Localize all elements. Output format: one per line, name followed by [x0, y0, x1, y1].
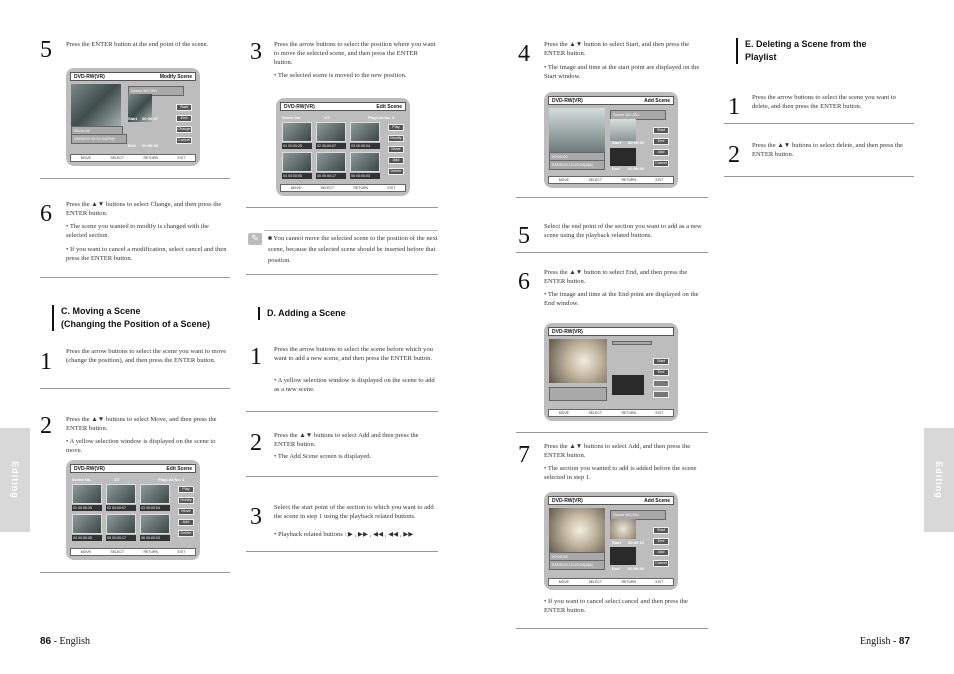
screen-title-bar: DVD-RW(VR): [548, 327, 674, 336]
cancel-button[interactable]: [653, 391, 669, 398]
edit-scene-screen: [276, 98, 410, 196]
divider: [40, 178, 230, 179]
add-scene-screen: [544, 323, 678, 421]
divider: [724, 123, 914, 124]
note-pencil-icon: ✎: [248, 233, 262, 245]
end-label: End: [612, 166, 620, 171]
divider: [246, 411, 438, 412]
scene-thumbnail[interactable]: [140, 514, 170, 534]
start-label: Start: [612, 540, 622, 545]
end-button[interactable]: End: [176, 115, 192, 122]
scene-thumbnail[interactable]: [316, 122, 346, 142]
add-button[interactable]: [653, 380, 669, 387]
start-button[interactable]: Start: [653, 127, 669, 134]
step-text: Press the ▲▼ buttons to select Move, and then press the ENTER button.: [66, 416, 217, 432]
move-button[interactable]: Move: [388, 146, 404, 153]
step-number: 2: [40, 413, 52, 439]
scene-thumbnail[interactable]: [282, 152, 312, 172]
play-button[interactable]: Play: [178, 486, 194, 493]
scene-thumbnail[interactable]: [140, 484, 170, 504]
delete-button[interactable]: Delete: [178, 530, 194, 537]
bullet: • A yellow selection window is displayed on the scene to move.: [66, 438, 216, 454]
step-number: 3: [250, 504, 262, 530]
start-thumbnail: [610, 119, 636, 141]
video-preview: [549, 339, 607, 383]
screen-bottom-bar: MOVE SELECT RETURN EXIT: [280, 184, 406, 192]
modify-button[interactable]: Modify: [388, 135, 404, 142]
screen-bottom-bar: MOVE SELECT RETURN EXIT: [70, 548, 196, 556]
recording-date: 03/05/19 10:25:34[AM]: [549, 560, 605, 570]
add-button[interactable]: Add: [388, 157, 404, 164]
scene-thumbnail[interactable]: [106, 484, 136, 504]
scene-caption: 01 00:00:25: [282, 143, 312, 149]
delete-button[interactable]: Delete: [388, 168, 404, 175]
divider: [40, 572, 230, 573]
scene-number: Scene NO.001: [610, 110, 666, 120]
move-button[interactable]: Move: [178, 508, 194, 515]
step-number: 5: [518, 223, 530, 249]
end-time: 00:00:00: [628, 166, 645, 171]
screen-bottom-bar: MOVE SELECT RETURN EXIT: [70, 154, 196, 162]
scene-caption: 03 00:00:04: [140, 505, 170, 511]
scene-count: 1/7: [324, 115, 330, 120]
cancel-button[interactable]: Cancel: [176, 137, 192, 144]
scene-caption: 06 00:00:03: [350, 173, 380, 179]
modify-scene-screen: [66, 68, 200, 166]
screen-title-bar: DVD-RW(VR) Edit Scene: [280, 102, 406, 111]
scene-thumbnail[interactable]: [106, 514, 136, 534]
start-button[interactable]: Start: [653, 358, 669, 365]
step-text: Press the arrow buttons to select the scene you want to delete, and then press the ENTER button.: [752, 94, 896, 110]
edit-scene-screen: [66, 460, 200, 560]
end-button[interactable]: End: [653, 138, 669, 145]
bullet: • The selected scene is moved to the new position.: [274, 72, 407, 79]
scene-caption: 02 00:00:07: [316, 143, 346, 149]
end-time: 00:00:00: [142, 143, 159, 148]
add-scene-screen: [544, 492, 678, 590]
add-scene-screen: [544, 92, 678, 188]
add-button[interactable]: Add: [178, 519, 194, 526]
step-number: 6: [518, 269, 530, 295]
scene-caption: 05 00:00:17: [316, 173, 346, 179]
screen-title-bar: DVD-RW(VR) Edit Scene: [70, 464, 196, 473]
bullet: • The section you wanted to add is added before the scene selected in step 1.: [544, 465, 697, 481]
side-tab: Editing: [0, 428, 30, 532]
bullet: • The image and time at the End point are displayed on the End window.: [544, 291, 699, 307]
end-thumbnail: [610, 148, 636, 166]
divider: [246, 274, 438, 275]
bullet: • A yellow selection window is displayed on the scene to add as a new scene.: [274, 377, 435, 393]
start-time: 00:00:00: [628, 140, 645, 145]
bullet: • If you want to cancel a modification, select cancel and then press the ENTER button.: [66, 246, 227, 262]
time-info-box: [549, 387, 607, 401]
start-time: 00:00:10: [628, 540, 645, 545]
step-text: Press the ▲▼ buttons to select delete, and then press the ENTER button.: [752, 142, 903, 158]
step-text: Press the ▲▼ buttons to select Change, and then press the ENTER button.: [66, 201, 222, 217]
step-text: Press the ▲▼ button to select End, and then press the ENTER button.: [544, 269, 688, 285]
playlist-number: PlayList No. 4: [158, 477, 185, 482]
divider: [40, 277, 230, 278]
add-button[interactable]: Add: [653, 149, 669, 156]
bullet: • The Add Scene screen is displayed.: [274, 453, 372, 460]
start-time: 00:00:07: [142, 116, 159, 121]
video-preview: [549, 108, 605, 152]
scene-number: Scene NO.001: [610, 510, 666, 520]
scene-caption: 06 00:00:03: [140, 535, 170, 541]
page-footer: 86 - English: [40, 636, 91, 647]
step-number: 6: [40, 201, 52, 227]
scene-thumbnail[interactable]: [316, 152, 346, 172]
scene-no-label: Scene No.: [72, 477, 92, 482]
screen-title-bar: DVD-RW(VR) Add Scene: [548, 496, 674, 505]
screen-bottom-bar: MOVE SELECT RETURN EXIT: [548, 578, 674, 586]
screen-bottom-bar: MOVE SELECT RETURN EXIT: [548, 176, 674, 184]
scene-thumbnail[interactable]: [282, 122, 312, 142]
step-number: 2: [728, 142, 740, 168]
divider: [246, 207, 438, 208]
end-label: End: [612, 566, 620, 571]
cancel-button[interactable]: Cancel: [653, 560, 669, 567]
scene-caption: 04 00:00:05: [72, 535, 102, 541]
divider: [246, 551, 438, 552]
side-tab: Editing: [924, 428, 954, 532]
add-button[interactable]: Add: [653, 549, 669, 556]
screen-title-bar: DVD-RW(VR) Add Scene: [548, 96, 674, 105]
section-heading: D. Adding a Scene: [258, 307, 346, 320]
divider: [516, 628, 708, 629]
scene-number: Scene NO.001: [128, 86, 184, 96]
step-number: 2: [250, 430, 262, 456]
scene-caption: 04 00:00:05: [282, 173, 312, 179]
start-label: Start: [128, 116, 138, 121]
divider: [40, 388, 230, 389]
bullet: • Playback related buttons : ▶ , ▶▶ , ◀◀ , ◀◀ , ▶▶: [274, 531, 414, 538]
cancel-button[interactable]: Cancel: [653, 160, 669, 167]
end-time: 00:00:00: [628, 566, 645, 571]
step-number: 7: [518, 442, 530, 468]
step-number: 4: [518, 41, 530, 67]
section-heading: C. Moving a Scene (Changing the Position of a Scene): [52, 305, 210, 331]
scene-no-label: Scene No.: [282, 115, 302, 120]
scene-number-box: [612, 341, 652, 345]
end-label: End: [128, 143, 136, 148]
recording-date: 03/05/19 10:25:34[AM]: [549, 160, 605, 170]
step-text: Select the start point of the section to which you want to add the scene in step 1 using the playback related buttons.: [274, 504, 434, 520]
current-time: 00:00:18: [71, 126, 123, 136]
step-text: Select the end point of the section you want to add as a new scene using the playback related buttons.: [544, 223, 702, 239]
screen-title-bar: DVD-RW(VR) Modify Scene: [70, 72, 196, 81]
divider: [724, 176, 914, 177]
step-text: Press the ENTER button at the end point of the scene.: [66, 41, 209, 48]
scene-thumbnail[interactable]: [72, 484, 102, 504]
step-text: Press the ▲▼ button to select Start, and then press the ENTER button.: [544, 41, 690, 57]
note-text: ■ You cannot move the selected scene to the position of the next scene, because the selected scene should be inserted before that position.: [268, 235, 438, 264]
bullet: • The image and time at the start point are displayed on the Start window.: [544, 64, 700, 80]
start-button[interactable]: Start: [653, 527, 669, 534]
divider: [264, 230, 438, 231]
scene-caption: 02 00:00:07: [106, 505, 136, 511]
video-preview: [71, 84, 121, 126]
divider: [516, 197, 708, 198]
divider: [516, 252, 708, 253]
play-button[interactable]: Play: [388, 124, 404, 131]
end-thumbnail: [610, 547, 636, 565]
current-time: 00:00:28: [549, 552, 605, 562]
scene-thumbnail[interactable]: [72, 514, 102, 534]
step-text: Press the arrow buttons to select the scene before which you want to add a new scene, and then press the ENTER button.: [274, 346, 433, 362]
playlist-number: PlayList No. 4: [368, 115, 395, 120]
video-preview: [549, 508, 605, 552]
step-number: 5: [40, 37, 52, 63]
end-thumbnail: [612, 375, 644, 395]
scene-thumbnail[interactable]: [350, 122, 380, 142]
scene-thumbnail[interactable]: [350, 152, 380, 172]
scene-caption: 05 00:00:17: [106, 535, 136, 541]
step-number: 1: [728, 94, 740, 120]
step-number: 1: [40, 349, 52, 375]
change-button[interactable]: Change: [177, 127, 191, 131]
end-button[interactable]: End: [653, 538, 669, 545]
page-footer: English - 87: [860, 636, 911, 647]
end-button[interactable]: End: [653, 369, 669, 376]
divider: [516, 432, 708, 433]
scene-count: 1/7: [114, 477, 120, 482]
step-number: 3: [250, 39, 262, 65]
scene-caption: 03 00:00:04: [350, 143, 380, 149]
section-heading: E. Deleting a Scene from the Playlist: [736, 38, 867, 64]
start-label: Start: [612, 140, 622, 145]
modify-button[interactable]: Modify: [178, 497, 194, 504]
step-text: Press the arrow buttons to select the position where you want to move the selected scene, and then press the ENTER button.: [274, 41, 436, 66]
recording-date: 03/05/19 03:34:04[PM]: [71, 134, 127, 144]
start-thumbnail: [610, 519, 636, 539]
bullet: • If you want to cancel select cancel and then press the ENTER button.: [544, 598, 688, 614]
step-text: Press the ▲▼ buttons to select Add and then press the ENTER button.: [274, 432, 419, 448]
scene-caption: 01 00:00:25: [72, 505, 102, 511]
step-text: Press the arrow buttons to select the scene you want to move (change the position), and then press the ENTER button.: [66, 348, 227, 364]
current-time: 00:00:00: [549, 152, 605, 162]
screen-bottom-bar: MOVE SELECT RETURN EXIT: [548, 409, 674, 417]
divider: [246, 476, 438, 477]
step-number: 1: [250, 344, 262, 370]
step-text: Press the ▲▼ buttons to select Add, and then press the ENTER button.: [544, 443, 691, 459]
bullet: • The scene you wanted to modify is changed with the selected section.: [66, 223, 209, 239]
start-button[interactable]: Start: [176, 104, 192, 111]
